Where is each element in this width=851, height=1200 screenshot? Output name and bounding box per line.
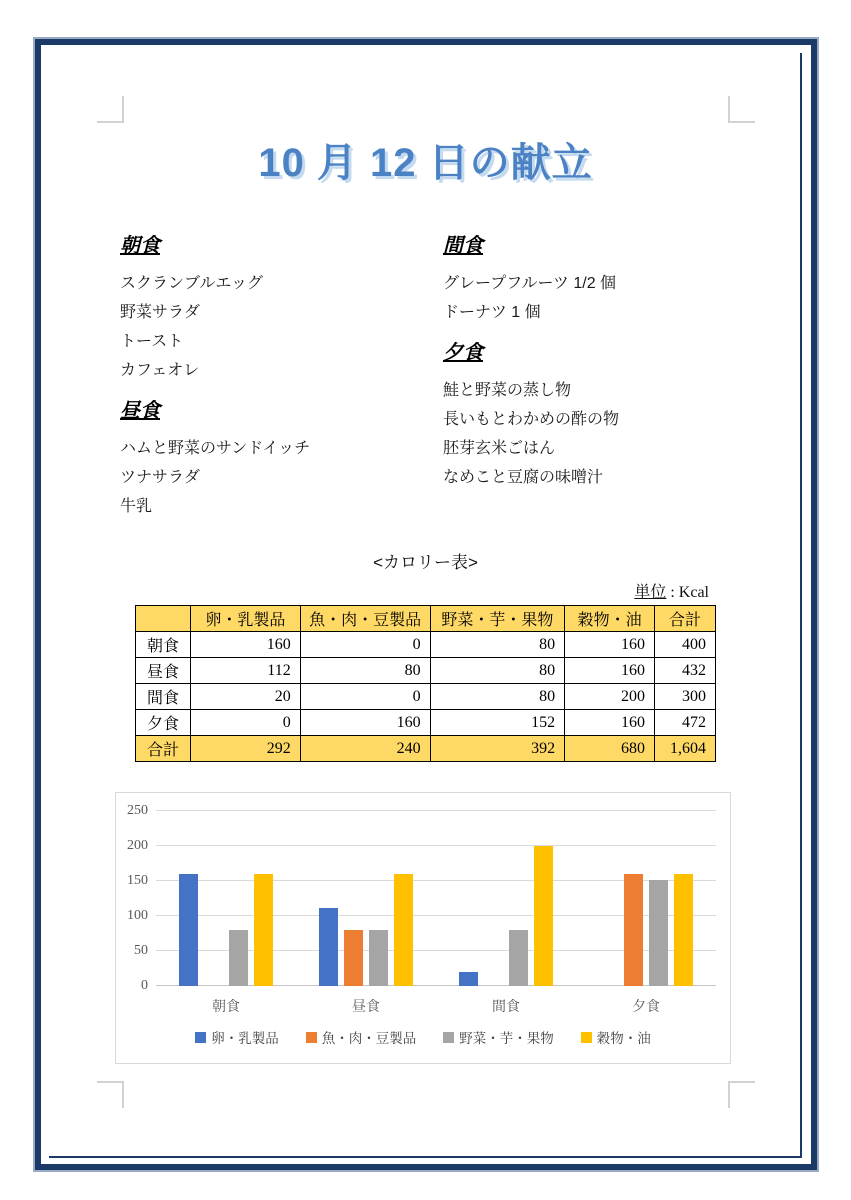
bar-slot [316,908,341,986]
table-total-value: 392 [430,736,565,762]
menu-column-right [443,234,731,521]
table-cell-value: 20 [191,684,301,710]
unit-label [120,579,709,602]
legend-label: 野菜・芋・果物 [459,1031,554,1046]
x-axis-category-label: 朝食 [212,998,240,1014]
table-cell-value: 160 [565,658,655,684]
legend-item [581,1027,651,1047]
table-row [136,632,716,658]
bar-穀物・油 [534,846,553,986]
bar-slot [506,930,531,986]
menu-item: ハムと野菜のサンドイッチ [120,440,311,457]
table-cell-value: 80 [430,658,565,684]
bar-穀物・油 [394,874,413,986]
table-header-cell: 魚・肉・豆製品 [300,606,430,632]
bar-slot [646,880,671,986]
menu-item: グレープフルーツ 1/2 個 [443,275,617,292]
table-cell-value: 112 [191,658,301,684]
margin-crop-mark-bottom-right [728,1081,755,1108]
table-header-cell [136,606,191,632]
table-cell-value: 160 [300,710,430,736]
menu-section [120,234,443,385]
menu-item: 胚芽玄米ごはん [443,440,556,457]
y-axis-tick-label: 200 [127,838,148,853]
bar-slot [176,874,201,986]
unit-label-suffix: : Kcal [666,584,709,601]
section-heading: 夕食 [443,342,483,364]
section-heading: 間食 [443,235,483,257]
bar-slot [341,930,366,986]
menu-item: ドーナツ 1 個 [443,304,541,321]
bar-group [156,811,296,986]
menu-item: トースト [120,333,184,350]
table-row-label: 間食 [136,684,191,710]
menu-item: 野菜サラダ [120,304,200,321]
legend-label: 穀物・油 [596,1031,651,1046]
unit-label-prefix: 単位 [634,584,667,601]
chart-legend [116,1027,730,1047]
table-header-row [136,606,716,632]
table-row-label: 夕食 [136,710,191,736]
calorie-bar-chart [115,792,731,1064]
menu-item: なめこと豆腐の味噌汁 [443,469,604,486]
menu-column-left [120,234,443,521]
bar-魚・肉・豆製品 [624,874,643,986]
table-header-cell: 穀物・油 [565,606,655,632]
table-cell-value: 200 [565,684,655,710]
bar-野菜・芋・果物 [229,930,248,986]
table-cell-value: 0 [300,684,430,710]
bar-slot [391,874,416,986]
bar-魚・肉・豆製品 [344,930,363,986]
calorie-table [135,605,716,762]
table-row-label: 朝食 [136,632,191,658]
table-cell-value: 0 [191,710,301,736]
menu-columns [120,234,731,521]
bar-slot [226,930,251,986]
table-total-label: 合計 [136,736,191,762]
bar-野菜・芋・果物 [649,880,668,986]
table-cell-value: 80 [300,658,430,684]
table-total-value: 292 [191,736,301,762]
bar-group [436,811,576,986]
x-axis-category-label: 夕食 [632,998,660,1014]
bar-穀物・油 [674,874,693,986]
menu-section [443,234,731,327]
menu-item: 長いもとわかめの酢の物 [443,411,620,428]
table-total-row [136,736,716,762]
table-cell-value: 80 [430,632,565,658]
menu-item: スクランブルエッグ [120,275,264,292]
legend-item [306,1027,417,1047]
legend-item [443,1027,554,1047]
menu-item: ツナサラダ [120,469,200,486]
legend-swatch [306,1032,317,1043]
bar-野菜・芋・果物 [509,930,528,986]
bar-slot [621,874,646,986]
x-axis-category-label: 間食 [492,998,520,1014]
x-axis-category-label: 昼食 [352,998,380,1014]
table-header-cell: 野菜・芋・果物 [430,606,565,632]
y-axis-tick-label: 150 [127,873,148,888]
table-cell-value: 300 [655,684,716,710]
page-title: 10 月 12 日の献立 [258,141,593,185]
legend-item [195,1027,279,1047]
bar-卵・乳製品 [459,972,478,986]
bar-slot [456,972,481,986]
table-cell-value: 80 [430,684,565,710]
bar-卵・乳製品 [319,908,338,986]
legend-swatch [581,1032,592,1043]
y-axis-tick-label: 100 [127,908,148,923]
bar-groups [156,811,716,986]
bar-slot [671,874,696,986]
table-row [136,658,716,684]
bar-野菜・芋・果物 [369,930,388,986]
bar-卵・乳製品 [179,874,198,986]
legend-label: 魚・肉・豆製品 [321,1031,417,1046]
bar-slot [366,930,391,986]
table-cell-value: 160 [565,710,655,736]
table-cell-value: 432 [655,658,716,684]
legend-label: 卵・乳製品 [211,1031,279,1046]
calorie-table-caption: <カロリー表> [373,553,478,572]
section-heading: 昼食 [120,400,160,422]
table-row-label: 昼食 [136,658,191,684]
menu-item: 牛乳 [120,498,153,515]
bar-slot [531,846,556,986]
table-cell-value: 152 [430,710,565,736]
table-cell-value: 160 [191,632,301,658]
table-header-cell: 合計 [655,606,716,632]
menu-item: 鮭と野菜の蒸し物 [443,382,572,399]
table-cell-value: 160 [565,632,655,658]
bar-穀物・油 [254,874,273,986]
chart-category-axis [156,996,716,1016]
legend-swatch [443,1032,454,1043]
table-cell-value: 0 [300,632,430,658]
legend-swatch [195,1032,206,1043]
menu-item: カフェオレ [120,362,200,379]
table-cell-value: 400 [655,632,716,658]
table-row [136,710,716,736]
margin-crop-mark-bottom-left [97,1081,124,1108]
table-row [136,684,716,710]
margin-crop-mark-top-right [728,96,755,123]
table-total-value: 240 [300,736,430,762]
table-cell-value: 472 [655,710,716,736]
bar-group [296,811,436,986]
bar-slot [251,874,276,986]
y-axis-tick-label: 250 [127,803,148,818]
table-total-value: 680 [565,736,655,762]
menu-section [443,341,731,492]
chart-plot-area [127,803,716,993]
table-header-cell: 卵・乳製品 [191,606,301,632]
y-axis-tick-label: 0 [141,978,148,993]
page-content [120,0,731,1064]
y-axis-tick-label: 50 [134,943,148,958]
bar-group [576,811,716,986]
table-total-value: 1,604 [655,736,716,762]
section-heading: 朝食 [120,235,160,257]
menu-section [120,399,443,521]
